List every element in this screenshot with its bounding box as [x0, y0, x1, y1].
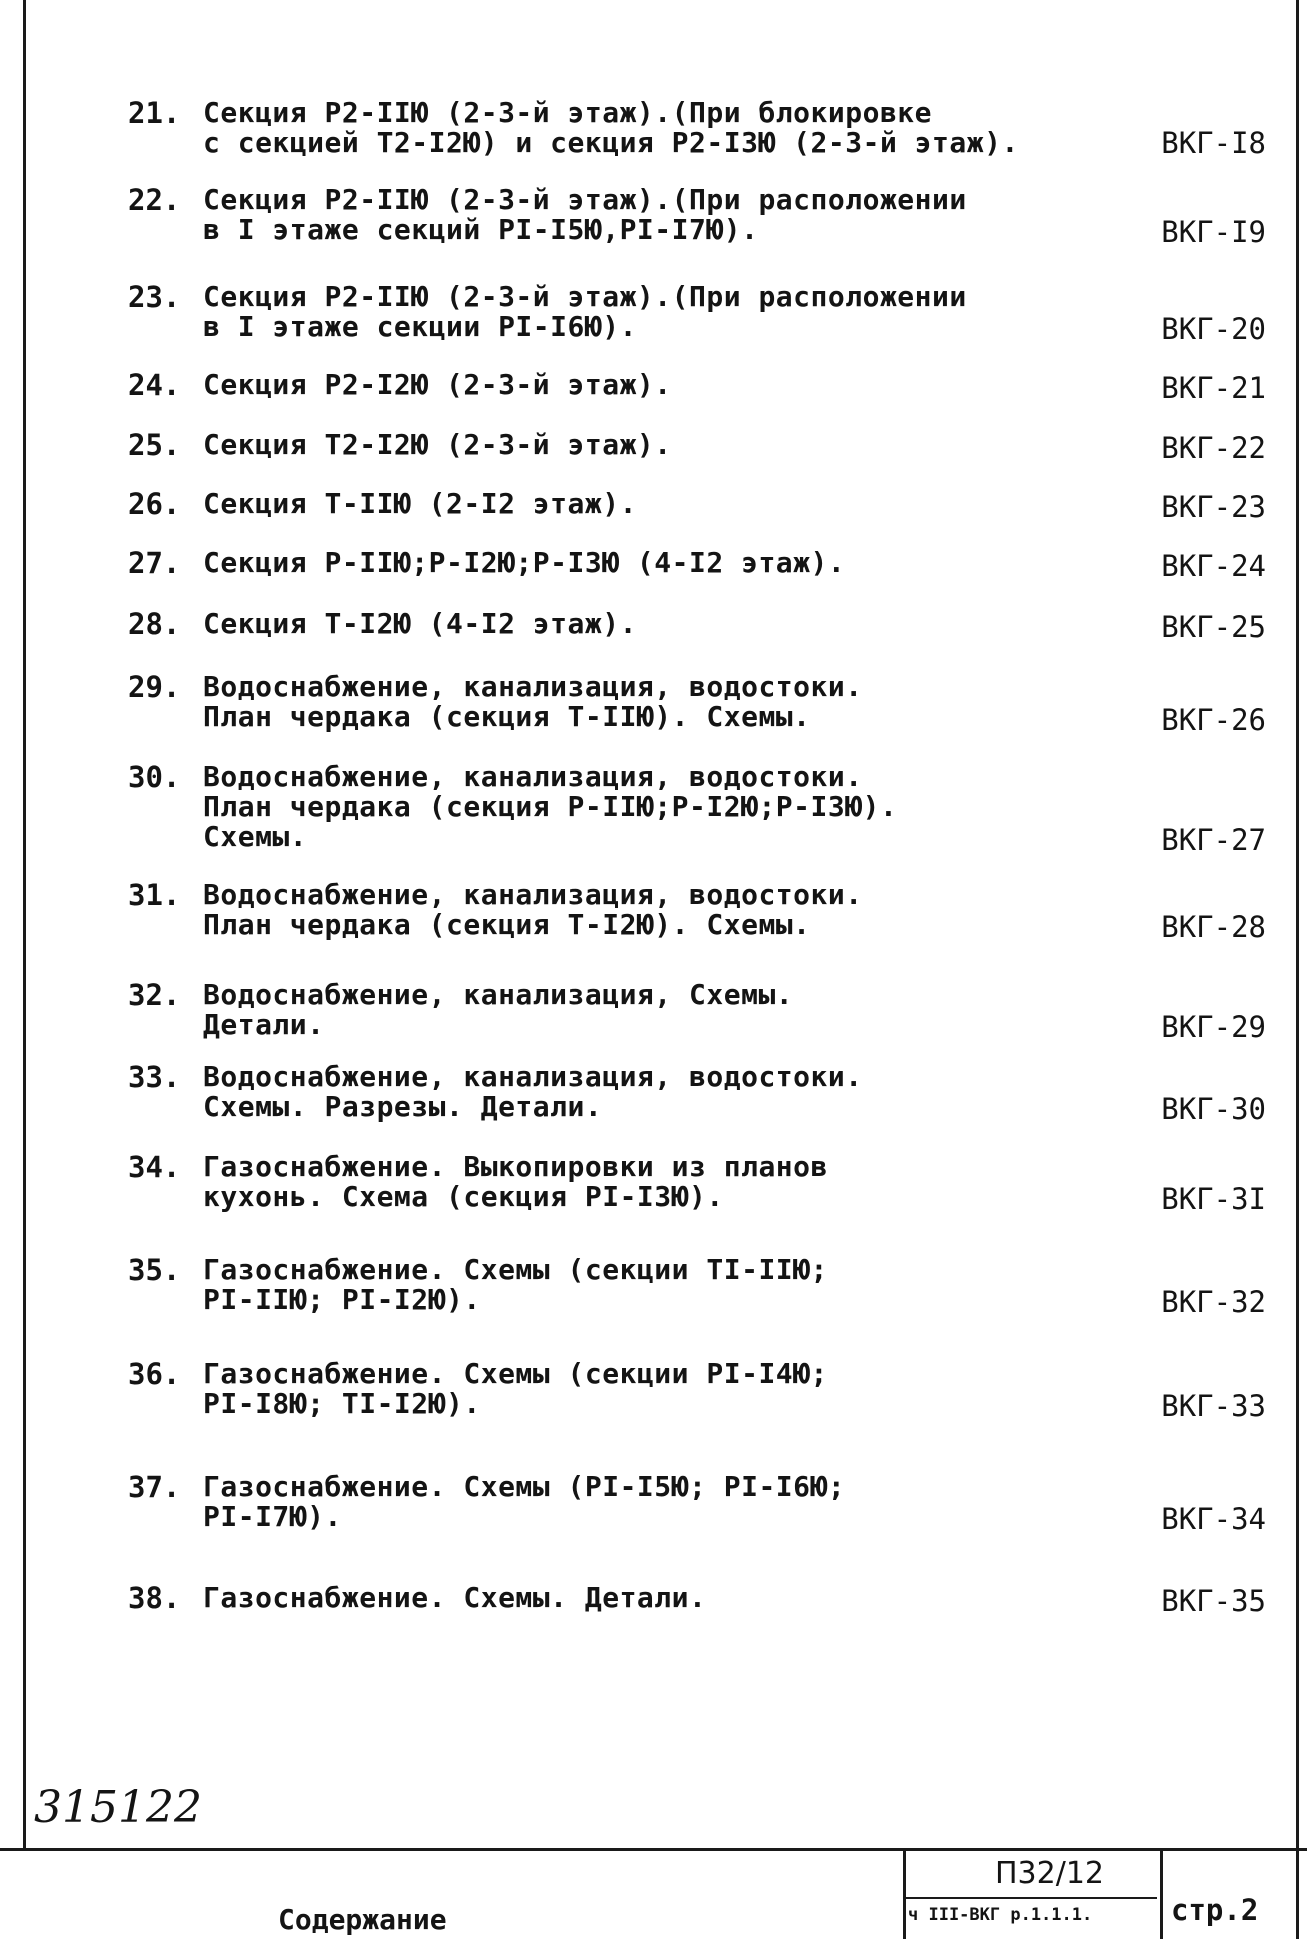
entry-text-line: Схемы. [203, 820, 308, 853]
entry-text-line: План чердака (секция Т-I2Ю). Схемы. [203, 908, 811, 941]
entry-text-line: РI-I7Ю). [203, 1500, 342, 1533]
sheet-code: ВКГ-I9 [1161, 215, 1266, 249]
entry-text-line: РI-IIЮ; РI-I2Ю). [203, 1283, 481, 1316]
entry-number: 30. [128, 760, 181, 794]
entry-text-line: Водоснабжение, канализация, водостоки. [203, 760, 863, 793]
entry-text-line: Секция Р2-I2Ю (2-3-й этаж). [203, 368, 672, 401]
sheet-code: ВКГ-28 [1161, 910, 1266, 944]
entry-text-line: Секция Р2-IIЮ (2-3-й этаж).(При расположении [203, 280, 967, 313]
entry-text-line: Газоснабжение. Схемы (секции ТI-IIЮ; [203, 1253, 828, 1286]
entry-text-line: Секция Р-IIЮ;Р-I2Ю;Р-I3Ю (4-I2 этаж). [203, 546, 846, 579]
sheet-code: ВКГ-29 [1161, 1010, 1266, 1044]
sheet-code: ВКГ-27 [1161, 823, 1266, 857]
entry-number: 38. [128, 1581, 181, 1615]
entry-text-line: Газоснабжение. Выкопировки из планов [203, 1150, 828, 1183]
sheet-code: ВКГ-26 [1161, 703, 1266, 737]
entry-text-line: Детали. [203, 1008, 325, 1041]
entry-number: 22. [128, 183, 181, 217]
contents-entry [128, 487, 1278, 527]
entry-text-line: Секция Т-I2Ю (4-I2 этаж). [203, 607, 637, 640]
contents-entry [128, 1470, 1278, 1540]
entry-text-line: Газоснабжение. Схемы (РI-I5Ю; РI-I6Ю; [203, 1470, 846, 1503]
entry-number: 21. [128, 96, 181, 130]
entry-text-line: Схемы. Разрезы. Детали. [203, 1090, 603, 1123]
entry-number: 27. [128, 546, 181, 580]
contents-entry [128, 546, 1278, 586]
entry-text-line: РI-I8Ю; ТI-I2Ю). [203, 1387, 481, 1420]
entry-text-line: в I этаже секций РI-I5Ю,РI-I7Ю). [203, 213, 759, 246]
sheet-code: ВКГ-3I [1161, 1182, 1266, 1216]
entry-number: 29. [128, 670, 181, 704]
contents-entry [128, 96, 1278, 166]
entry-number: 23. [128, 280, 181, 314]
entry-text-line: Секция Р2-IIЮ (2-3-й этаж).(При расположении [203, 183, 967, 216]
sheet-code: ВКГ-21 [1161, 371, 1266, 405]
frame-right-border [1296, 0, 1299, 1939]
section-code: ч III-ВКГ р.1.1.1. [908, 1905, 1093, 1925]
sheet-code: ВКГ-34 [1161, 1502, 1266, 1536]
entry-number: 24. [128, 368, 181, 402]
entry-number: 33. [128, 1060, 181, 1094]
sheet-code: ВКГ-20 [1161, 312, 1266, 346]
page-number: стр.2 [1171, 1893, 1259, 1927]
contents-entry [128, 428, 1278, 468]
entry-text-line: в I этаже секции РI-I6Ю). [203, 310, 637, 343]
contents-entry [128, 183, 1278, 253]
contents-entry [128, 1581, 1278, 1621]
entry-text-line: Секция Р2-IIЮ (2-3-й этаж).(При блокировке [203, 96, 933, 129]
contents-entry [128, 760, 1278, 860]
frame-left-border [23, 0, 26, 1848]
entry-text-line: Водоснабжение, канализация, водостоки. [203, 1060, 863, 1093]
entry-text-line: Водоснабжение, канализация, водостоки. [203, 670, 863, 703]
contents-entry [128, 978, 1278, 1048]
entry-number: 26. [128, 487, 181, 521]
contents-entry [128, 1150, 1278, 1220]
contents-entry [128, 878, 1278, 948]
sheet-code: ВКГ-24 [1161, 549, 1266, 583]
contents-entry [128, 1253, 1278, 1323]
entry-number: 37. [128, 1470, 181, 1504]
contents-entry [128, 1357, 1278, 1427]
contents-entry [128, 368, 1278, 408]
entry-number: 32. [128, 978, 181, 1012]
entry-text-line: Водоснабжение, канализация, Схемы. [203, 978, 794, 1011]
entry-number: 28. [128, 607, 181, 641]
project-code-divider [903, 1897, 1157, 1899]
handwritten-inventory-number: 315122 [34, 1782, 202, 1833]
entry-text-line: План чердака (секция Р-IIЮ;Р-I2Ю;Р-I3Ю). [203, 790, 898, 823]
sheet-code: ВКГ-25 [1161, 610, 1266, 644]
document-title: Содержание [278, 1903, 447, 1936]
contents-entry [128, 607, 1278, 647]
entry-text-line: кухонь. Схема (секция РI-I3Ю). [203, 1180, 724, 1213]
entry-text-line: Газоснабжение. Схемы. Детали. [203, 1581, 707, 1614]
entry-number: 36. [128, 1357, 181, 1391]
contents-entry [128, 670, 1278, 740]
sheet-code: ВКГ-33 [1161, 1389, 1266, 1423]
entry-text-line: Секция Т2-I2Ю (2-3-й этаж). [203, 428, 672, 461]
sheet-code: ВКГ-23 [1161, 490, 1266, 524]
project-code: П32/12 [995, 1856, 1105, 1891]
entry-text-line: Секция Т-IIЮ (2-I2 этаж). [203, 487, 637, 520]
entry-number: 25. [128, 428, 181, 462]
entry-number: 34. [128, 1150, 181, 1184]
sheet-code: ВКГ-I8 [1161, 126, 1266, 160]
entry-number: 31. [128, 878, 181, 912]
contents-entry [128, 1060, 1278, 1130]
entry-text-line: с секцией Т2-I2Ю) и секция Р2-I3Ю (2-3-й этаж). [203, 126, 1019, 159]
entry-text-line: Водоснабжение, канализация, водостоки. [203, 878, 863, 911]
entry-text-line: Газоснабжение. Схемы (секции РI-I4Ю; [203, 1357, 828, 1390]
entry-text-line: План чердака (секция Т-IIЮ). Схемы. [203, 700, 811, 733]
sheet-code: ВКГ-35 [1161, 1584, 1266, 1618]
entry-number: 35. [128, 1253, 181, 1287]
sheet-code: ВКГ-30 [1161, 1092, 1266, 1126]
contents-entry [128, 280, 1278, 350]
sheet-code: ВКГ-32 [1161, 1285, 1266, 1319]
sheet-code: ВКГ-22 [1161, 431, 1266, 465]
